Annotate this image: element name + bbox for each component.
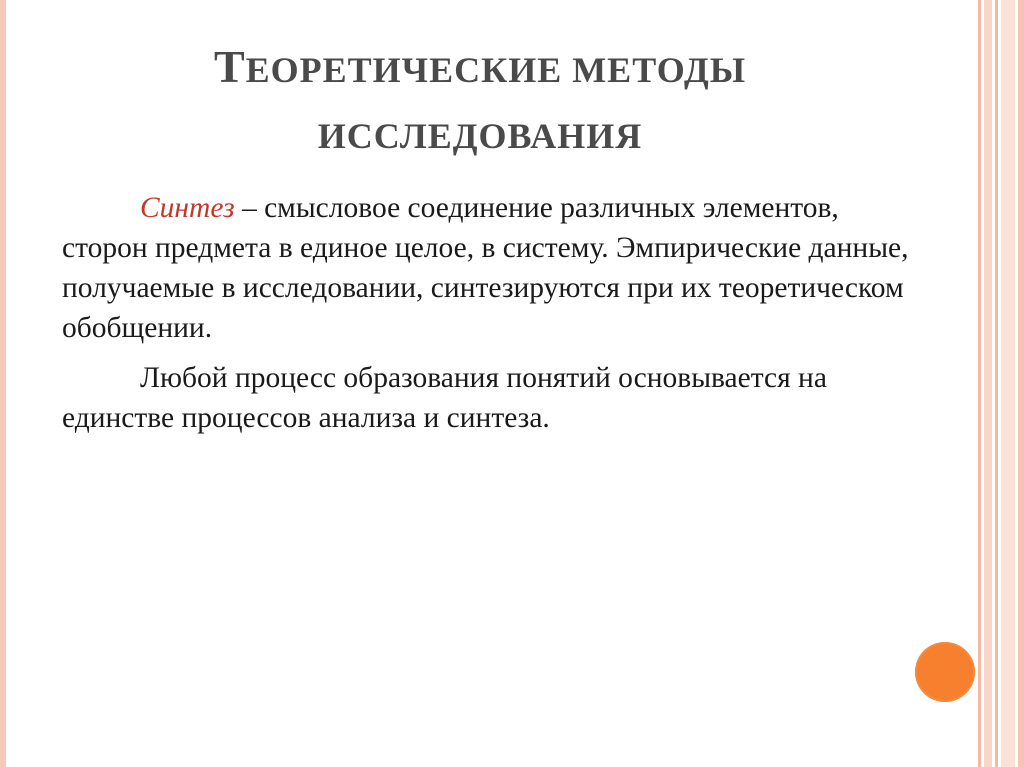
- title-line-1: ТЕОРЕТИЧЕСКИЕ МЕТОДЫ: [213, 41, 747, 92]
- second-paragraph: Любой процесс образования понятий основывается на единстве процессов анализа и синтеза.: [62, 362, 827, 434]
- slide-body: [62, 188, 922, 438]
- right-stripe: [1001, 0, 1015, 767]
- definition-text: – смысловое соединение различных элементов, сторон предмета в единое целое, в систему. Эмпирические данные, получаемые в исследовании, синтезируются при их теоретическом обобщении.: [62, 192, 909, 344]
- orange-circle-decoration: [915, 642, 975, 702]
- right-stripe: [1018, 0, 1024, 767]
- term-highlight: Синтез: [140, 192, 235, 224]
- title-line-2: ИССЛЕДОВАНИЯ: [317, 116, 643, 156]
- right-stripe: [995, 0, 998, 767]
- definition-paragraph: [62, 188, 922, 348]
- left-border-decoration: [0, 0, 6, 767]
- slide-title: [120, 38, 840, 165]
- right-stripe: [978, 0, 981, 767]
- right-stripe: [984, 0, 992, 767]
